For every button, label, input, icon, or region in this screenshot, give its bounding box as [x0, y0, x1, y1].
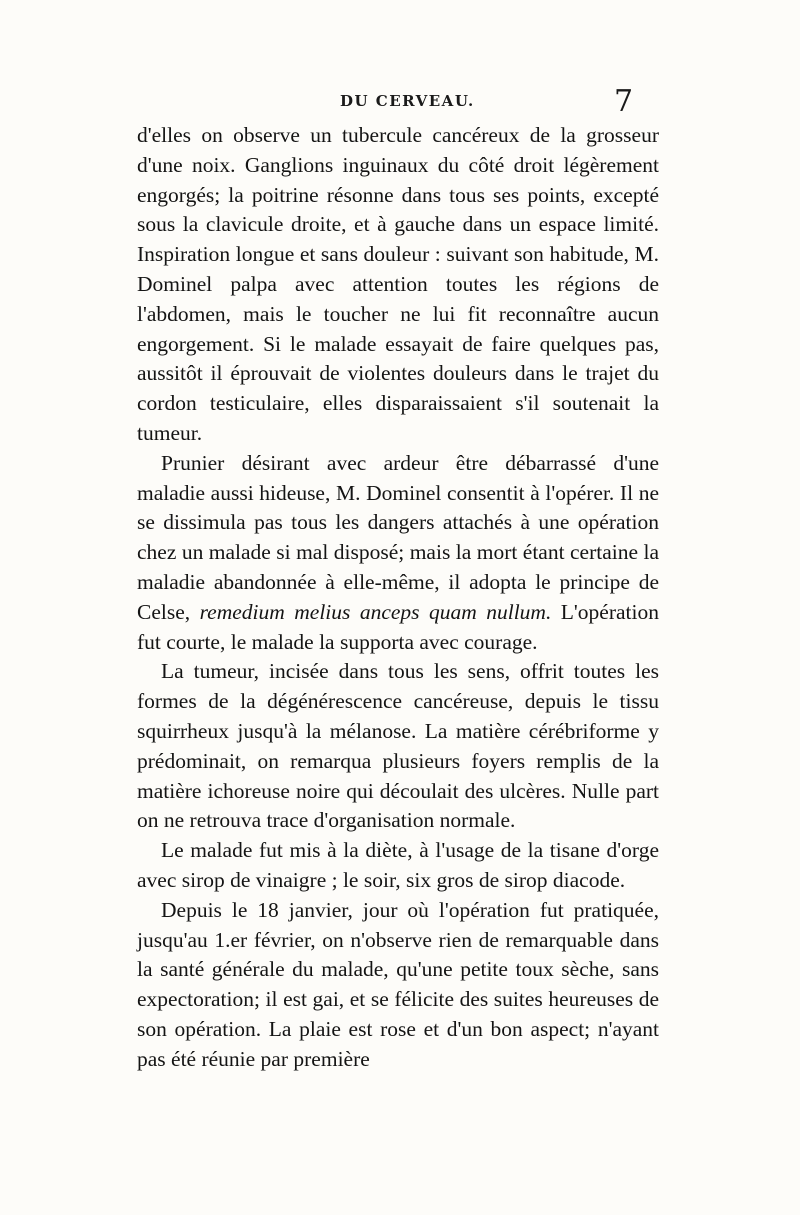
- paragraph-1: d'elles on observe un tubercule cancéreux de la grosseur d'une noix. Ganglions inguinaux du côté droit légèrement engorgés; la poitrine résonne dans tous ses points, excepté sous la clavicule droite, et à gauche dans un espace limité. Inspiration longue et sans douleur : suivant son habitude, M. Dominel palpa avec attention toutes les régions de l'abdomen, mais le toucher ne lui fit reconnaître aucun engorgement. Si le malade essayait de faire quelques pas, aussitôt il éprouvait de violentes douleurs dans le trajet du cordon testiculaire, elles disparaissaient s'il soutenait la tumeur.: [137, 123, 659, 445]
- body-text: [137, 121, 659, 1075]
- latin-quote: remedium melius anceps quam nullum.: [199, 599, 552, 624]
- running-head: DU CERVEAU.: [340, 92, 475, 110]
- paragraph-4: Le malade fut mis à la diète, à l'usage de la tisane d'orge avec sirop de vinaigre ; le soir, six gros de sirop diacode.: [137, 838, 659, 892]
- paragraph-2-text-before: Prunier désirant avec ardeur être débarrassé d'une maladie aussi hideuse, M. Dominel consentit à l'opérer. Il ne se dissimula pas tous les dangers attachés à une opération chez un malade si mal disposé; mais la mort étant certaine la maladie abandonnée à elle-même, il adopta le principe de Celse,: [137, 450, 659, 624]
- paragraph-5: Depuis le 18 janvier, jour où l'opération fut pratiquée, jusqu'au 1.er février, on n'observe rien de remarquable dans la santé générale du malade, qu'une petite toux sèche, sans expectoration; il est gai, et se félicite des suites heureuses de son opération. La plaie est rose et d'un bon aspect; n'ayant pas été réunie par première: [137, 897, 659, 1071]
- page-number: 7: [614, 84, 634, 119]
- paragraph-3: La tumeur, incisée dans tous les sens, offrit toutes les formes de la dégénérescence cancéreuse, depuis le tissu squirrheux jusqu'à la mélanose. La matière cérébriforme y prédominait, on remarqua plusieurs foyers remplis de la matière ichoreuse noire qui découlait des ulcères. Nulle part on ne retrouva trace d'organisation normale.: [137, 659, 659, 833]
- paragraph-2: [137, 449, 659, 658]
- paragraph-2-text-after: L'opération fut courte, le malade la supporta avec courage.: [137, 599, 659, 654]
